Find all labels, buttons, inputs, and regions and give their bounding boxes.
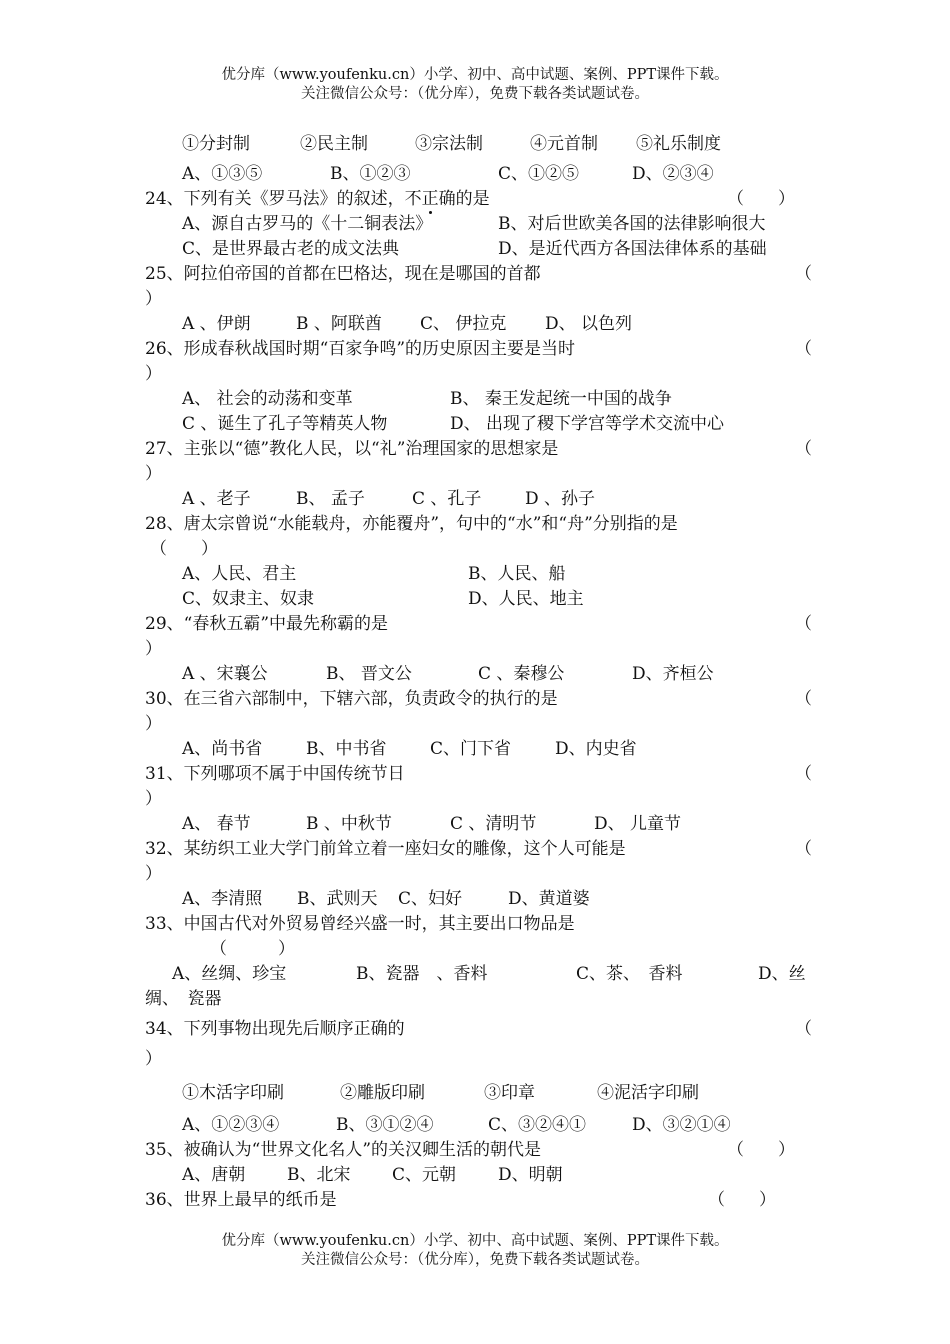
q34-paren-close: ） [145,1049,162,1069]
q27-option-c: C 、孔子 [412,489,482,509]
q25-option-c: C、 伊拉克 [420,314,507,334]
q26-stem: 26、形成春秋战国时期“百家争鸣”的历史原因主要是当时 [145,339,576,359]
q35-option-d: D、明朝 [498,1165,563,1185]
q29-option-b: B、 晋文公 [326,664,412,684]
q35-option-c: C、元朝 [392,1165,457,1185]
page-header [0,66,950,104]
q24-answer-paren: （ ） [727,189,795,209]
q34-option-b: B、③①②④ [336,1115,434,1135]
q30-paren-close: ） [145,714,162,734]
q34-item-3: ③印章 [484,1083,535,1103]
q30-option-a: A、尚书省 [182,739,263,759]
q33-option-d: D、丝 [758,964,806,984]
q28-option-c: C、奴隶主、奴隶 [182,589,315,609]
q27-stem: 27、主张以“德”教化人民，以“礼”治理国家的思想家是 [145,439,559,459]
footer-line-2: 关注微信公众号：（优分库），免费下载各类试题试卷。 [301,1252,649,1268]
q34-item-4: ④泥活字印刷 [597,1083,699,1103]
q23-option-d: D、②③④ [632,164,714,184]
q36-answer-paren: （ ） [708,1190,776,1210]
q33-option-d-cont: 绸、 瓷器 [145,989,222,1009]
q31-option-d: D、 儿童节 [594,814,682,834]
q28-stem: 28、唐太宗曾说“水能载舟，亦能覆舟”，句中的“水”和“舟”分别指的是 [145,514,678,534]
q32-option-a: A、李清照 [182,889,263,909]
q25-option-d: D、 以色列 [545,314,633,334]
q26-paren-close: ） [145,364,162,384]
q34-option-a: A、①②③④ [182,1115,280,1135]
q29-option-c: C 、秦穆公 [478,664,565,684]
q30-option-c: C、门下省 [430,739,512,759]
q23-item-2: ②民主制 [300,134,368,154]
q26-option-d: D、 出现了稷下学宫等学术交流中心 [450,414,725,434]
q31-paren-open: （ [795,764,812,784]
q23-item-1: ①分封制 [182,134,250,154]
q32-paren-open: （ [795,839,812,859]
q33-option-b: B、瓷器 、香料 [356,964,488,984]
q35-answer-paren: （ ） [727,1140,795,1160]
q29-stem: 29、“春秋五霸”中最先称霸的是 [145,614,389,634]
q28-option-b: B、人民、船 [468,564,566,584]
q24-option-d: D、是近代西方各国法律体系的基础 [498,239,767,259]
q29-option-d: D、齐桓公 [632,664,714,684]
q30-stem: 30、在三省六部制中，下辖六部，负责政令的执行的是 [145,689,558,709]
header-line-1: 优分库（www.youfenku.cn）小学、初中、高中试题、案例、PPT课件下载。 [221,67,729,83]
q24-option-a: A、源自古罗马的《十二铜表法》 [182,214,433,234]
q24-option-c: C、是世界最古老的成文法典 [182,239,400,259]
q31-option-c: C 、清明节 [450,814,537,834]
q34-item-2: ②雕版印刷 [340,1083,425,1103]
q28-answer-paren: （ ） [150,539,218,559]
q31-option-a: A、 春节 [182,814,251,834]
q26-paren-open: （ [795,339,812,359]
q23-option-a: A、①③⑤ [182,164,263,184]
q27-option-b: B、 孟子 [296,489,365,509]
q27-option-a: A 、老子 [182,489,251,509]
q30-paren-open: （ [795,689,812,709]
q31-option-b: B 、中秋节 [306,814,392,834]
q27-paren-close: ） [145,464,162,484]
q25-paren-close: ） [145,289,162,309]
q34-option-c: C、③②④① [488,1115,587,1135]
q31-stem: 31、下列哪项不属于中国传统节日 [145,764,405,784]
q32-option-d: D、黄道婆 [508,889,590,909]
q23-option-b: B、①②③ [330,164,411,184]
q29-paren-open: （ [795,614,812,634]
header-line-2: 关注微信公众号：（优分库），免费下载各类试题试卷。 [301,86,649,102]
q23-option-c: C、①②⑤ [498,164,580,184]
q33-option-c: C、茶、 香料 [576,964,683,984]
q34-item-1: ①木活字印刷 [182,1083,284,1103]
q29-option-a: A 、宋襄公 [182,664,268,684]
q33-stem: 33、中国古代对外贸易曾经兴盛一时，其主要出口物品是 [145,914,575,934]
q34-stem: 34、下列事物出现先后顺序正确的 [145,1019,405,1039]
footer-line-1: 优分库（www.youfenku.cn）小学、初中、高中试题、案例、PPT课件下载。 [221,1233,729,1249]
q23-item-5: ⑤礼乐制度 [636,134,721,154]
q33-answer-paren: （ ） [210,939,295,959]
q29-paren-close: ） [145,639,162,659]
q26-option-c: C 、诞生了孔子等精英人物 [182,414,388,434]
q31-paren-close: ） [145,789,162,809]
q24-emphasis: 不正确 [404,189,456,209]
q27-option-d: D 、孙子 [525,489,596,509]
q35-stem: 35、被确认为“世界文化名人”的关汉卿生活的朝代是 [145,1140,542,1160]
q36-stem: 36、世界上最早的纸币是 [145,1190,337,1210]
q32-option-b: B、武则天 [297,889,378,909]
q26-option-a: A、 社会的动荡和变革 [182,389,353,409]
q30-option-d: D、内史省 [555,739,637,759]
q34-paren-open: （ [795,1019,812,1039]
q28-option-a: A、人民、君主 [182,564,297,584]
q28-option-d: D、人民、地主 [468,589,584,609]
q25-paren-open: （ [795,264,812,284]
q25-option-b: B 、阿联酋 [296,314,382,334]
q32-paren-close: ） [145,864,162,884]
q26-option-b: B、 秦王发起统一中国的战争 [450,389,672,409]
q32-option-c: C、妇好 [398,889,463,909]
q23-item-4: ④元首制 [530,134,598,154]
q35-option-a: A、唐朝 [182,1165,246,1185]
q34-option-d: D、③②①④ [632,1115,731,1135]
q25-stem: 25、阿拉伯帝国的首都在巴格达，现在是哪国的首都 [145,264,541,284]
q24-option-b: B、对后世欧美各国的法律影响很大 [498,214,766,234]
q24-stem: 24、下列有关《罗马法》的叙述，不正确的是 [145,189,490,209]
q32-stem: 32、某纺织工业大学门前耸立着一座妇女的雕像，这个人可能是 [145,839,626,859]
q27-paren-open: （ [795,439,812,459]
q35-option-b: B、北宋 [287,1165,351,1185]
q25-option-a: A 、伊朗 [182,314,251,334]
q33-option-a: A、丝绸、珍宝 [172,964,287,984]
q23-item-3: ③宗法制 [415,134,483,154]
q30-option-b: B、中书省 [306,739,387,759]
page-footer [0,1232,950,1270]
